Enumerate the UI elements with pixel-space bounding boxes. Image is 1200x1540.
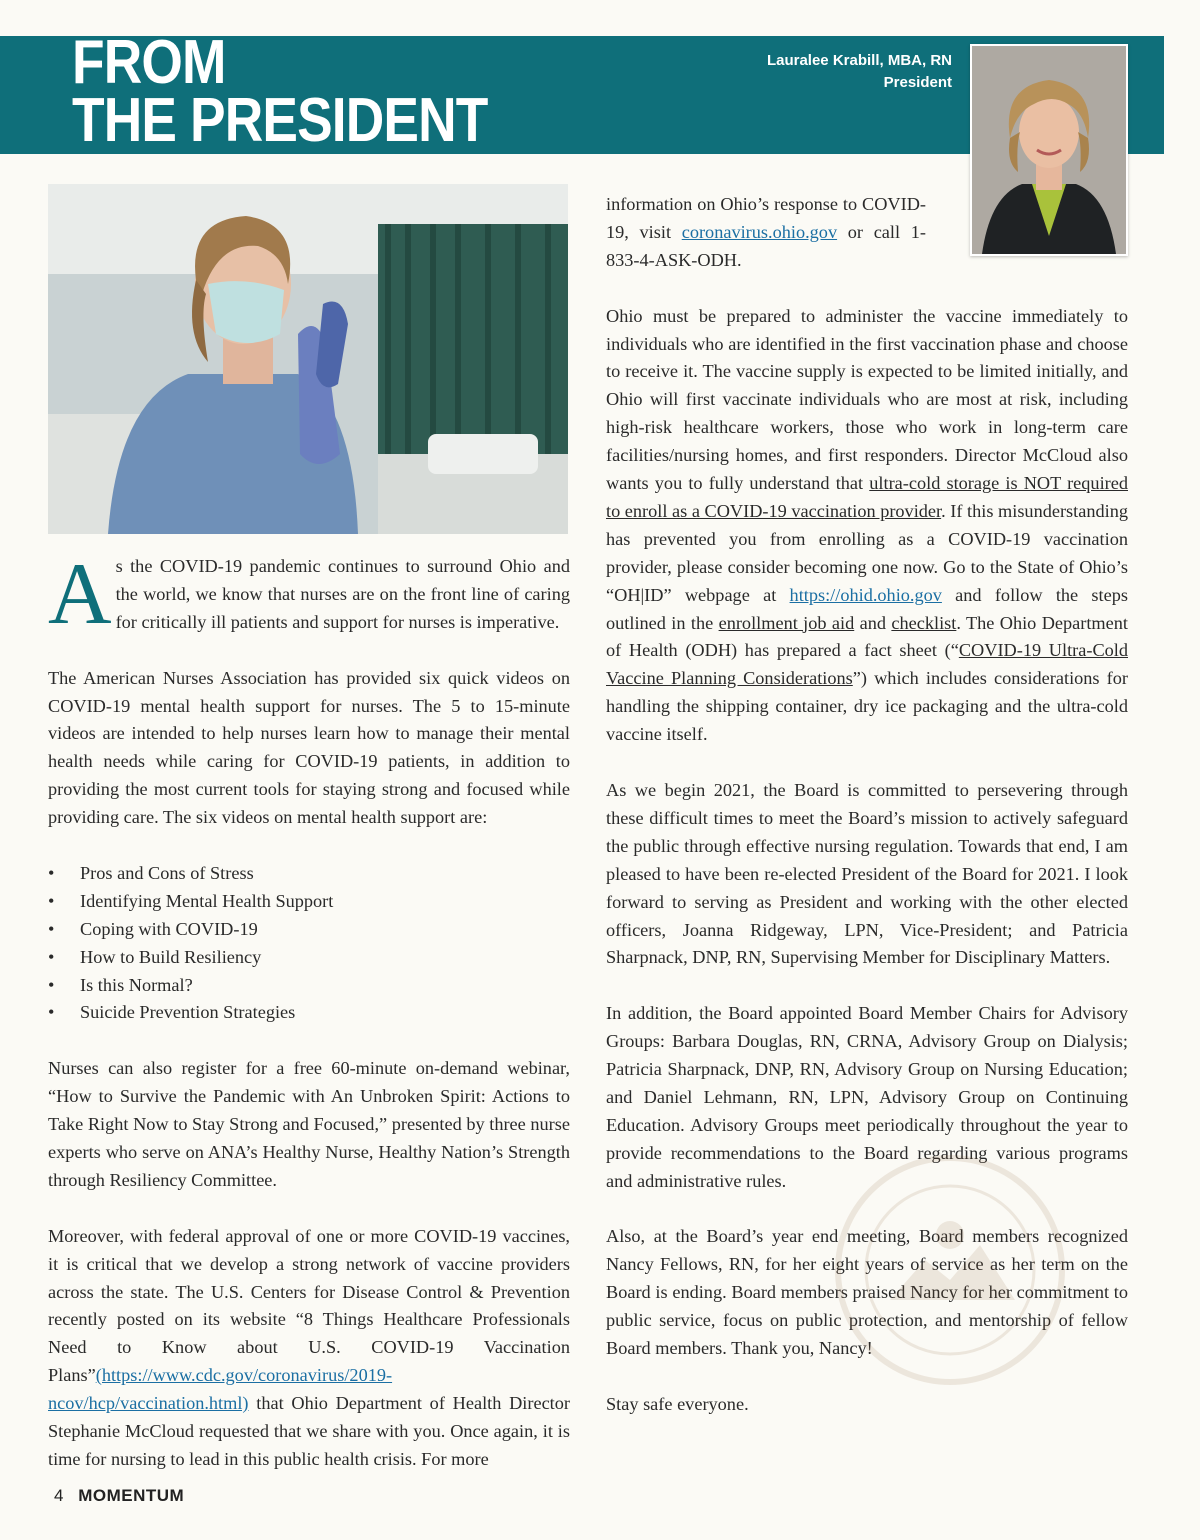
page-title bbox=[72, 28, 488, 155]
page-footer bbox=[54, 1486, 184, 1506]
ohid-link[interactable]: https://ohid.ohio.gov bbox=[789, 584, 942, 605]
enrollment-job-aid-link[interactable]: enrollment job aid bbox=[718, 612, 855, 633]
ana-videos-paragraph: The American Nurses Association has provided six quick videos on COVID-19 mental health support for nurses. The 5 to 15-minute videos are intended to help nurses learn how to manage their mental health needs while caring for COVID-19 patients, in addition to providing the most current tools for staying strong and focused while providing care. The six videos on mental health support are: bbox=[48, 667, 570, 828]
list-item: • How to Build Resiliency bbox=[48, 944, 570, 972]
vaccine-prep-text-4: and bbox=[854, 612, 892, 633]
author-name: Lauralee Krabill, MBA, RN bbox=[766, 52, 952, 69]
list-item: • Identifying Mental Health Support bbox=[48, 888, 570, 916]
vaccine-prep-text-3: and follow the steps outlined in the bbox=[606, 584, 1128, 633]
vaccine-network-text-cont: that Ohio Department of Health Director Stephanie McCloud requested that we share with you. Once again, it is time for nursing to lead in this public health crisis. For more bbox=[48, 1393, 570, 1469]
page-number: 4 bbox=[54, 1486, 64, 1505]
vaccine-network-text: Moreover, with federal approval of one or more COVID-19 vaccines, it is critical that we develop a strong network of vaccine providers across the state. The U.S. Centers for Disease Control & Prevention recently posted on its website “8 Things Healthcare Professionals Need to Know about U.S. COVID-19 Vaccination Plans” bbox=[48, 1225, 570, 1386]
board-2021-paragraph: As we begin 2021, the Board is committed to persevering through these difficult times to meet the Board’s mission to actively safeguard the public through effective nursing regulation. Towards that end, I am pleased to have been re-elected President of the Board for 2021. I look forward to serving as President and working with the other elected officers, Joanna Ridgeway, LPN, Vice-President; and Patricia Sharpnack, DNP, RN, Supervising Member for Disciplinary Matters. bbox=[606, 780, 1128, 968]
webinar-paragraph: Nurses can also register for a free 60-minute on-demand webinar, “How to Survive the Pandemic with An Unbroken Spirit: Actions to Take Right Now to Stay Strong and Focused,” presented by three nurse experts who serve on ANA’s Healthy Nurse, Healthy Nation’s Strength through Resiliency Committee. bbox=[48, 1058, 570, 1190]
drop-cap: A bbox=[48, 546, 112, 643]
vaccine-prep-text-5: . The Ohio Department of Health (ODH) has prepared a fact sheet (“ bbox=[606, 612, 1128, 661]
ohio-info-text-cont: or call 1-833-4-ASK-ODH. bbox=[606, 221, 926, 270]
vaccine-prep-text-2: . If this misunderstanding has prevented you from enrolling as a COVID-19 vaccination provider, please consider becoming one now. Go to the State of Ohio’s “OH|ID” webpage at bbox=[606, 500, 1129, 605]
author-role: President bbox=[883, 74, 952, 91]
advisory-groups-paragraph: In addition, the Board appointed Board Member Chairs for Advisory Groups: Barbara Douglas, RN, CRNA, Advisory Group on Dialysis; Patricia Sharpnack, DNP, RN, Advisory Group on Nursing Education; and Daniel Lehmann, RN, LPN, Advisory Group on Continuing Education. Advisory Groups meet periodically throughout the year to provide recommendations to the Board regarding various programs and administrative rules. bbox=[606, 1003, 1128, 1191]
vaccine-prep-paragraph bbox=[606, 303, 1128, 750]
board-seal-watermark bbox=[830, 1150, 1070, 1390]
fact-sheet-link[interactable]: COVID-19 Ultra-Cold Vaccine Planning Considerations bbox=[606, 640, 1128, 689]
ultra-cold-storage-link[interactable]: ultra-cold storage is NOT required to enroll as a COVID-19 vaccination provider bbox=[606, 473, 1128, 521]
vaccine-prep-text: Ohio must be prepared to administer the vaccine immediately to individuals who are identified in the first vaccination phase and choose to receive it. The vaccine supply is expected to be limited initially, and Ohio will first vaccinate individuals who are most at risk, including high-risk healthcare workers, those who work in long-term care facilities/nursing homes, and first responders. Director McCloud also wants you to fully understand that bbox=[606, 305, 1128, 494]
vaccine-network-paragraph bbox=[48, 1223, 570, 1474]
title-line-1: FROM bbox=[72, 28, 226, 97]
checklist-link[interactable]: checklist bbox=[891, 612, 957, 633]
list-item: • Suicide Prevention Strategies bbox=[48, 999, 570, 1027]
intro-paragraph bbox=[48, 546, 570, 643]
ohio-info-text: information on Ohio’s response to COVID-19, visit bbox=[606, 194, 926, 242]
video-list bbox=[48, 860, 570, 1027]
list-item: • Is this Normal? bbox=[48, 972, 570, 1000]
left-column bbox=[48, 546, 570, 1502]
closing-line: Stay safe everyone. bbox=[606, 1393, 749, 1414]
author-byline bbox=[767, 50, 952, 94]
cdc-link[interactable]: (https://www.cdc.gov/coronavirus/2019-ncov/hcp/vaccination.html) bbox=[48, 1365, 393, 1414]
magazine-name: MOMENTUM bbox=[78, 1486, 185, 1505]
vaccine-prep-text-6: ”) which includes considerations for handling the shipping container, dry ice packaging and the ultra-cold vaccine itself. bbox=[606, 668, 1128, 745]
title-line-2: THE PRESIDENT bbox=[72, 86, 488, 155]
recognition-paragraph: Also, at the Board’s year end meeting, Board members recognized Nancy Fellows, RN, for her eight years of service as her term on the Board is ending. Board members praised Nancy for her commitment to public service, focus on public protection, and mentorship of fellow Board members. Thank you, Nancy! bbox=[606, 1226, 1128, 1359]
ohio-info-paragraph bbox=[606, 191, 926, 275]
list-item: • Pros and Cons of Stress bbox=[48, 860, 570, 888]
coronavirus-ohio-link[interactable]: coronavirus.ohio.gov bbox=[681, 221, 838, 242]
nurse-photo bbox=[48, 184, 568, 534]
intro-text: s the COVID-19 pandemic continues to surround Ohio and the world, we know that nurses are on the front line of caring for critically ill patients and support for nurses is imperative. bbox=[115, 556, 570, 632]
list-item: • Coping with COVID-19 bbox=[48, 916, 570, 944]
